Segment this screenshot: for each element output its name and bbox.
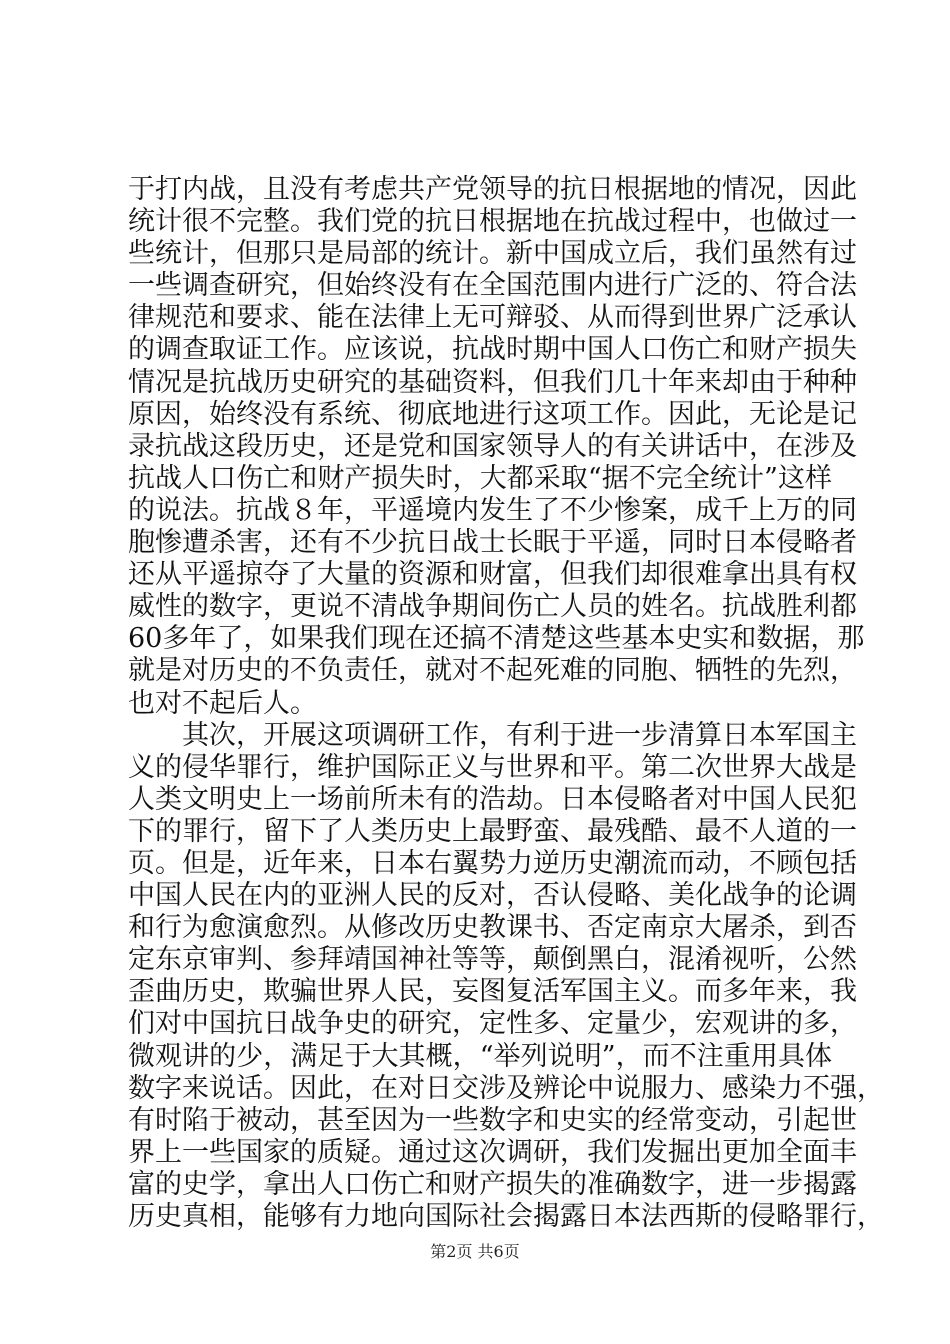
text-line-4: 一些调查研究，但始终没有在全国范围内进行广泛的、符合法 [128,270,857,302]
text-line-3: 些统计，但那只是局部的统计。新中国成立后，我们虽然有过 [128,238,857,270]
text-line-23: 中国人民在内的亚洲人民的反对，否认侵略、美化战争的论调 [128,880,857,912]
text-line-27: 们对中国抗日战争史的研究，定性多、定量少，宏观讲的多， [128,1008,857,1040]
text-line-12: 胞惨遭杀害，还有不少抗日战士长眠于平遥，同时日本侵略者 [128,527,857,559]
text-line-19: 义的侵华罪行，维护国际正义与世界和平。第二次世界大战是 [128,751,857,783]
text-line-24: 和行为愈演愈烈。从修改历史教课书、否定南京大屠杀，到否 [128,912,857,944]
text-line-31: 界上一些国家的质疑。通过这次调研，我们发掘出更加全面丰 [128,1136,857,1168]
text-line-21: 下的罪行，留下了人类历史上最野蛮、最残酷、最不人道的一 [128,815,857,847]
text-line-13: 还从平遥掠夺了大量的资源和财富，但我们却很难拿出具有权 [128,559,857,591]
text-line-11: 的说法。抗战８年，平遥境内发生了不少惨案，成千上万的同 [128,494,857,526]
text-line-22: 页。但是，近年来，日本右翼势力逆历史潮流而动，不顾包括 [128,847,857,879]
text-line-20: 人类文明史上一场前所未有的浩劫。日本侵略者对中国人民犯 [128,783,857,815]
text-line-33: 历史真相，能够有力地向国际社会揭露日本法西斯的侵略罪行， [128,1201,884,1232]
body-text [128,174,884,1233]
text-line-6: 的调查取证工作。应该说，抗战时期中国人口伤亡和财产损失 [128,334,857,366]
text-line-25: 定东京审判、参拜靖国神社等等，颠倒黑白，混淆视听，公然 [128,944,857,976]
text-line-8: 原因，始终没有系统、彻底地进行这项工作。因此，无论是记 [128,398,857,430]
text-line-7: 情况是抗战历史研究的基础资料，但我们几十年来却由于种种 [128,366,857,398]
text-line-5: 律规范和要求、能在法律上无可辩驳、从而得到世界广泛承认 [128,302,857,334]
text-line-18: 其次，开展这项调研工作，有利于进一步清算日本军国主 [128,719,857,751]
text-line-29: 数字来说话。因此，在对日交涉及辨论中说服力、感染力不强， [128,1072,884,1104]
text-line-14: 威性的数字，更说不清战争期间伤亡人员的姓名。抗战胜利都 [128,591,857,623]
text-line-30: 有时陷于被动，甚至因为一些数字和史实的经常变动，引起世 [128,1104,857,1136]
text-line-26: 歪曲历史，欺骗世界人民，妄图复活军国主义。而多年来，我 [128,976,857,1008]
page-number-footer: 第2页 共6页 [430,1242,520,1261]
text-line-15: 60多年了，如果我们现在还搞不清楚这些基本史实和数据，那 [128,623,865,655]
text-line-1: 于打内战，且没有考虑共产党领导的抗日根据地的情况，因此 [128,174,857,205]
text-line-10: 抗战人口伤亡和财产损失时，大都采取“据不完全统计”这样 [128,462,832,494]
text-line-2: 统计很不完整。我们党的抗日根据地在抗战过程中，也做过一 [128,206,857,238]
text-line-17: 也对不起后人。 [128,687,317,719]
text-line-28: 微观讲的少，满足于大其概，“举列说明”，而不注重用具体 [128,1040,832,1072]
text-line-32: 富的史学，拿出人口伤亡和财产损失的准确数字，进一步揭露 [128,1168,857,1200]
text-line-9: 录抗战这段历史，还是党和国家领导人的有关讲话中，在涉及 [128,430,857,462]
text-line-16: 就是对历史的不负责任，就对不起死难的同胞、牺牲的先烈， [128,655,857,687]
